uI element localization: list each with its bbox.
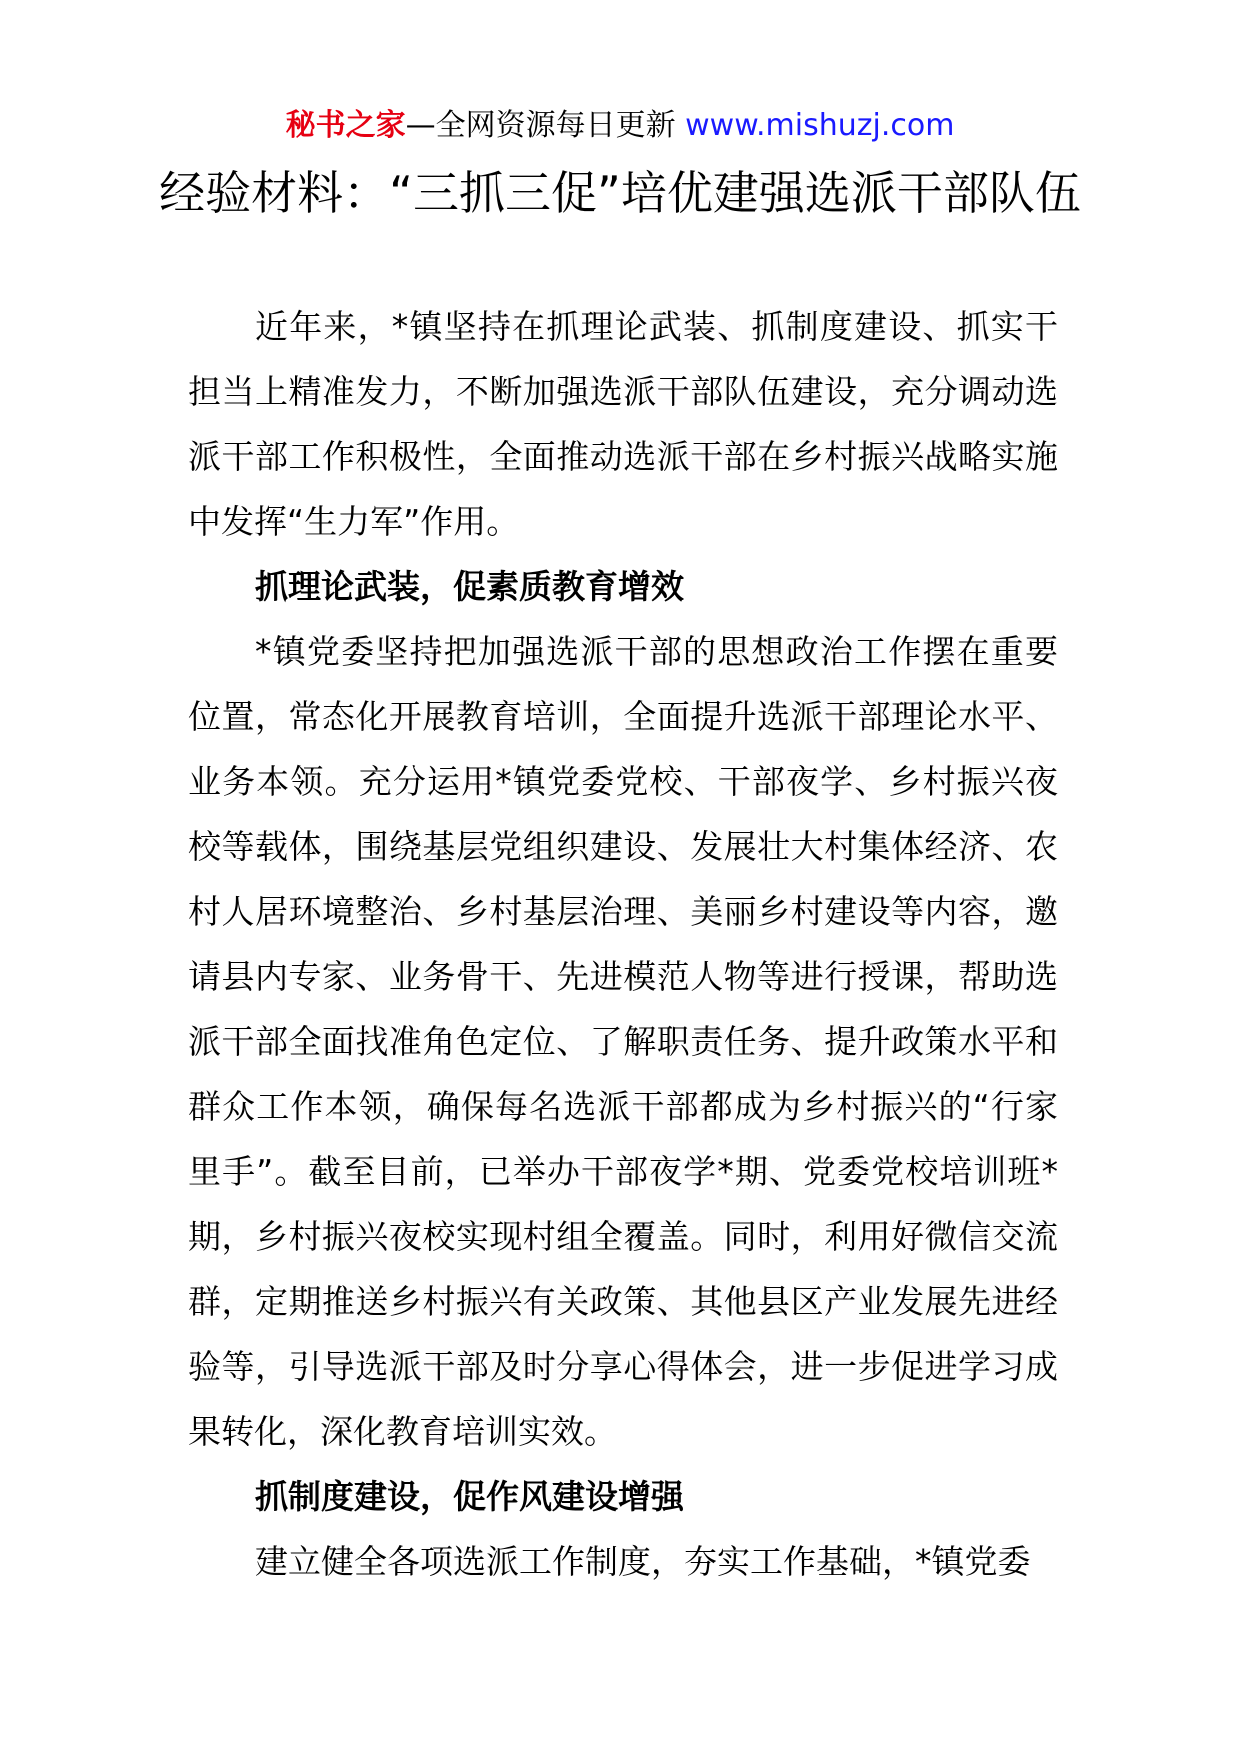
document-title: 经验材料：“三抓三促”培优建强选派干部队伍 xyxy=(159,166,1081,220)
intro-paragraph: 近年来，*镇坚持在抓理论武装、抓制度建设、抓实干担当上精准发力，不断加强选派干部队伍建设，充分调动选派干部工作积极性，全面推动选派干部在乡村振兴战略实施中发挥“生力军”作用。 xyxy=(188,307,1058,541)
site-url-link[interactable]: www.mishuzj.com xyxy=(685,108,955,143)
section-paragraph-2: 建立健全各项选派工作制度，夯实工作基础，*镇党委 xyxy=(255,1542,1031,1581)
section-paragraph-1: *镇党委坚持把加强选派干部的思想政治工作摆在重要位置，常态化开展教育培训，全面提升选派干部理论水平、业务本领。充分运用*镇党委党校、干部夜学、乡村振兴夜校等载体，围绕基层党组织建设、发展壮大村集体经济、农村人居环境整治、乡村基层治理、美丽乡村建设等内容，邀请县内专家、业务骨干、先进模范人物等进行授课，帮助选派干部全面找准角色定位、了解职责任务、提升政策水平和群众工作本领，确保每名选派干部都成为乡村振兴的“行家里手”。截至目前，已举办干部夜学*期、党委党校培训班*期，乡村振兴夜校实现村组全覆盖。同时，利用好微信交流群，定期推送乡村振兴有关政策、其他县区产业发展先进经验等，引导选派干部及时分享心得体会，进一步促进学习成果转化，深化教育培训实效。 xyxy=(188,632,1058,1451)
header-tagline: —全网资源每日更新 xyxy=(405,108,686,143)
section-heading-1: 抓理论武装，促素质教育增效 xyxy=(255,567,684,606)
site-header xyxy=(0,104,1240,148)
section-heading-2: 抓制度建设，促作风建设增强 xyxy=(255,1477,684,1516)
brand-name: 秘书之家 xyxy=(285,108,406,143)
document-body xyxy=(188,294,1058,1594)
